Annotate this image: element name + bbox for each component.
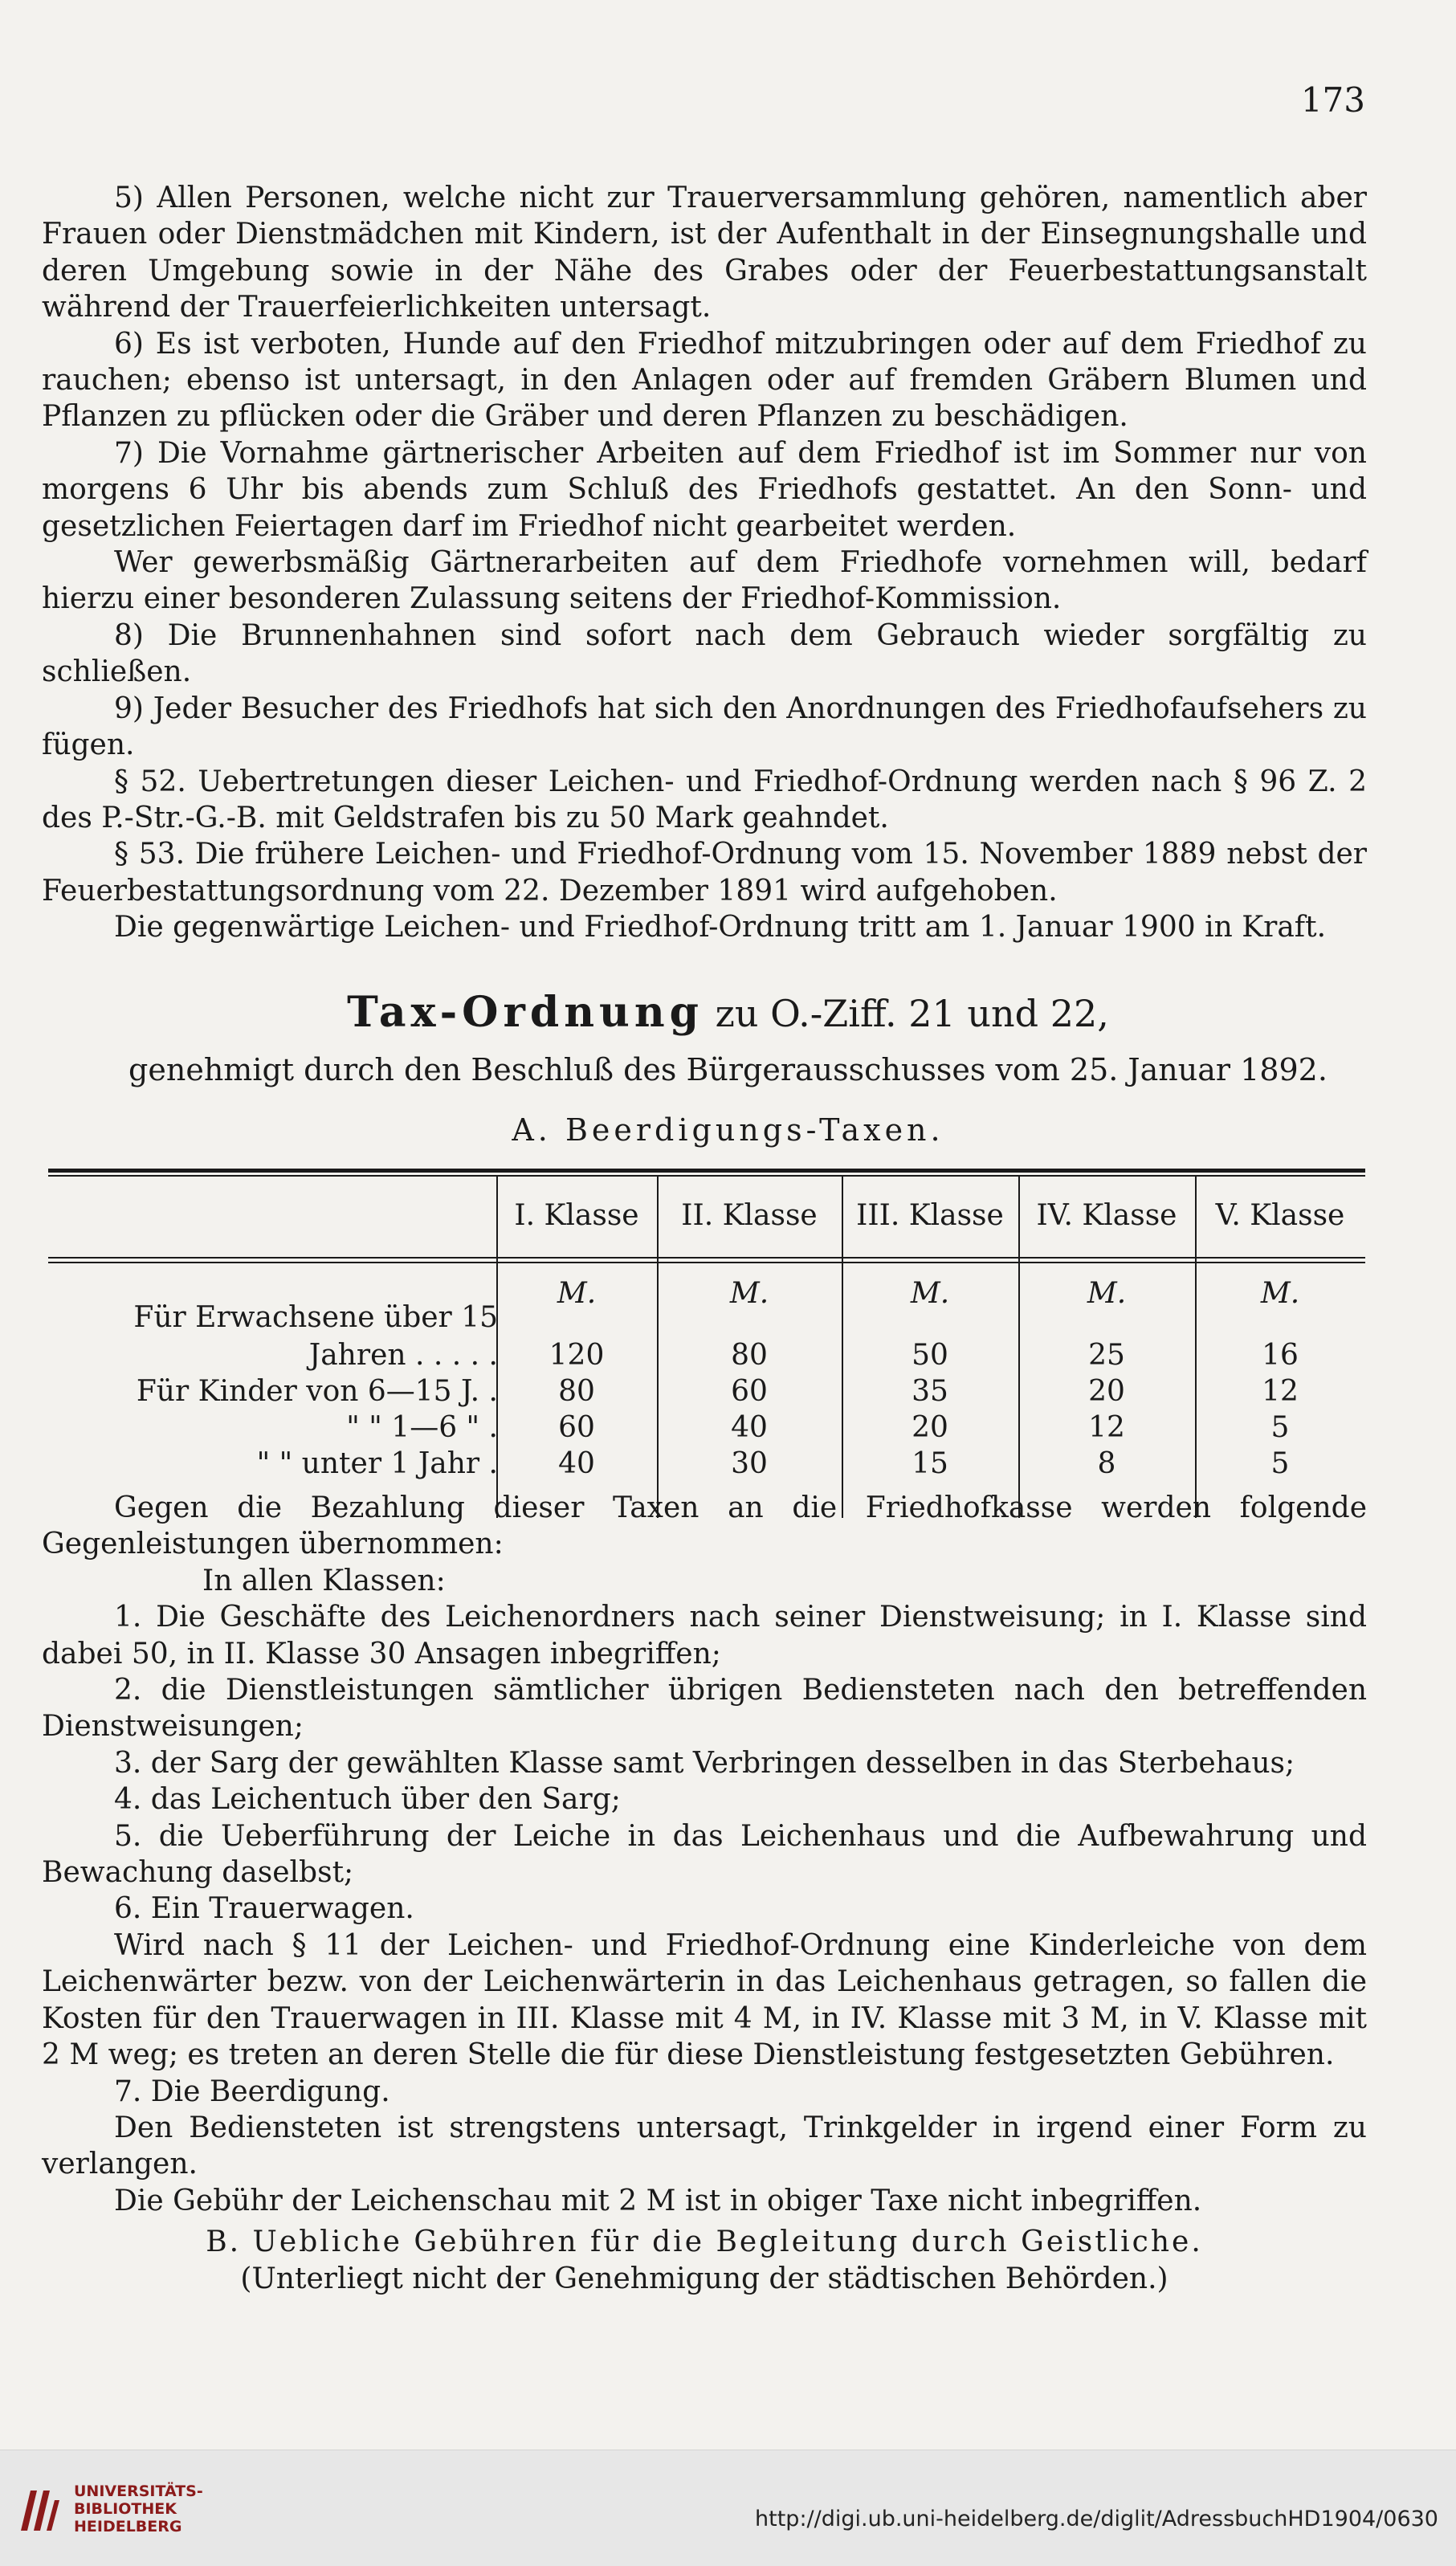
section-a-title: A. Beerdigungs-Taxen. bbox=[512, 1112, 944, 1148]
header-class-5: V. Klasse bbox=[1215, 1199, 1345, 1232]
row-label: Jahren . . . . . bbox=[308, 1339, 498, 1372]
unit-label: M. bbox=[910, 1277, 950, 1310]
paragraph: Wird nach § 11 der Leichen- und Friedhof-Ordnung eine Kinderleiche von dem Leichenwärter bezw. von der Leichenwärterin in das Leichenhaus getragen, so fallen die Kosten für den Trauerwagen in III. Klasse mit 4 M, in IV. Klasse mit 3 M, in V. Klasse mit 2 M weg; es treten an deren Stelle die für diese Dienstleistung festgesetzten Gebühren. bbox=[42, 1928, 1367, 2072]
viewer-footer bbox=[0, 2450, 1456, 2566]
list-item: 2. die Dienstleistungen sämtlicher übrigen Bediensteten nach den betreffenden Dienstweisungen; bbox=[42, 1674, 1367, 1744]
table-cell: 16 bbox=[1262, 1339, 1299, 1372]
table-cell: 40 bbox=[558, 1447, 595, 1480]
library-name-line: BIBLIOTHEK bbox=[74, 2500, 177, 2518]
section-b-note: (Unterliegt nicht der Genehmigung der städtischen Behörden.) bbox=[240, 2262, 1168, 2295]
table-cell: 8 bbox=[1097, 1447, 1116, 1480]
row-label: " " 1—6 " . bbox=[346, 1411, 498, 1444]
row-label: Für Kinder von 6—15 J. . bbox=[136, 1375, 498, 1408]
subheading: In allen Klassen: bbox=[202, 1564, 446, 1597]
paragraph: Die Gebühr der Leichenschau mit 2 M ist in obiger Taxe nicht inbegriffen. bbox=[114, 2184, 1202, 2217]
table-cell: 35 bbox=[912, 1375, 948, 1408]
paragraph: 5) Allen Personen, welche nicht zur Trauerversammlung gehören, namentlich aber Frauen oder Dienstmädchen mit Kindern, ist der Aufenthalt in der Einsegnungshalle und deren Umgebung sowie in der Nähe des Grabes oder der Feuerbestattungsanstalt während der Trauerfeierlichkeiten untersagt. bbox=[42, 182, 1367, 324]
unit-label: M. bbox=[1087, 1277, 1127, 1310]
table-cell: 5 bbox=[1270, 1411, 1290, 1444]
library-name-line: UNIVERSITÄTS- bbox=[74, 2482, 203, 2500]
paragraph: Den Bediensteten ist strengstens untersagt, Trinkgelder in irgend einer Form zu verlangen. bbox=[42, 2111, 1367, 2181]
table-cell: 40 bbox=[731, 1411, 768, 1444]
paragraph: § 52. Uebertretungen dieser Leichen- und Friedhof-Ordnung werden nach § 96 Z. 2 des P.-Str.-G.-B. mit Geldstrafen bis zu 50 Mark geahndet. bbox=[42, 765, 1367, 834]
table-cell: 50 bbox=[912, 1339, 948, 1372]
unit-label: M. bbox=[557, 1277, 597, 1310]
paragraph: 6) Es ist verboten, Hunde auf den Friedhof mitzubringen oder auf dem Friedhof zu rauchen; ebenso ist untersagt, in den Anlagen oder auf fremden Gräbern Blumen und Pflanzen zu pflücken oder die Gräber und deren Pflanzen zu beschädigen. bbox=[42, 327, 1367, 434]
table-cell: 80 bbox=[731, 1339, 768, 1372]
regulation-text bbox=[42, 180, 1367, 946]
table-cell: 30 bbox=[731, 1447, 768, 1480]
table-cell: 120 bbox=[549, 1339, 605, 1372]
unit-label: M. bbox=[729, 1277, 769, 1310]
paragraph: 7) Die Vornahme gärtnerischer Arbeiten auf dem Friedhof ist im Sommer nur von morgens 6 Uhr bis abends zum Schluß des Friedhofs gestattet. An den Sonn- und gesetzlichen Feiertagen darf im Friedhof nicht gearbeitet werden. bbox=[42, 436, 1367, 543]
table-cell: 5 bbox=[1270, 1447, 1290, 1480]
list-item: 5. die Ueberführung der Leiche in das Leichenhaus und die Aufbewahrung und Bewachung daselbst; bbox=[42, 1819, 1367, 1890]
header-class-3: III. Klasse bbox=[856, 1199, 1004, 1232]
list-item: 4. das Leichentuch über den Sarg; bbox=[114, 1783, 621, 1817]
header-class-4: IV. Klasse bbox=[1036, 1199, 1177, 1232]
table-cell: 15 bbox=[912, 1447, 948, 1480]
header-class-2: II. Klasse bbox=[681, 1199, 818, 1232]
header-class-1: I. Klasse bbox=[514, 1199, 639, 1232]
library-logo-icon bbox=[14, 2482, 63, 2539]
section-b-title: B. Uebliche Gebühren für die Begleitung durch Geistliche. bbox=[206, 2225, 1203, 2259]
list-item: 1. Die Geschäfte des Leichenordners nach seiner Dienstweisung; in I. Klasse sind dabei 50, in II. Klasse 30 Ansagen inbegriffen; bbox=[42, 1601, 1367, 1671]
table-cell: 60 bbox=[558, 1411, 595, 1444]
page-number: 173 bbox=[1300, 80, 1365, 120]
services-text bbox=[42, 1490, 1367, 2297]
library-name bbox=[74, 2482, 203, 2535]
table-cell: 60 bbox=[731, 1375, 768, 1408]
table-cell: 12 bbox=[1088, 1411, 1125, 1444]
tax-title-rest: zu O.-Ziff. 21 und 22, bbox=[715, 992, 1109, 1035]
paragraph: Gegen die Bezahlung dieser Taxen an die Friedhofkasse werden folgende Gegenleistungen übernommen: bbox=[42, 1491, 1367, 1561]
list-item: 6. Ein Trauerwagen. bbox=[114, 1892, 414, 1926]
table-top-rule-thin bbox=[48, 1175, 1365, 1177]
table-cell: 20 bbox=[912, 1411, 948, 1444]
table-top-rule bbox=[48, 1169, 1365, 1173]
tax-title-main: Tax-Ordnung bbox=[347, 988, 704, 1037]
row-label-part1: Für Erwachsene über 15 bbox=[133, 1301, 498, 1334]
tax-title bbox=[0, 988, 1456, 1037]
paragraph: 9) Jeder Besucher des Friedhofs hat sich den Anordnungen des Friedhofaufsehers zu fügen. bbox=[42, 691, 1367, 762]
list-item: 3. der Sarg der gewählten Klasse samt Verbringen desselben in das Sterbehaus; bbox=[114, 1746, 1295, 1780]
table-header-rule-2 bbox=[48, 1262, 1365, 1263]
table-cell: 25 bbox=[1088, 1339, 1125, 1372]
paragraph: Wer gewerbsmäßig Gärtnerarbeiten auf dem Friedhofe vornehmen will, bedarf hierzu einer besonderen Zulassung seitens der Friedhof-Kommission. bbox=[42, 546, 1367, 616]
library-name-line: HEIDELBERG bbox=[74, 2518, 182, 2535]
paragraph: Die gegenwärtige Leichen- und Friedhof-Ordnung tritt am 1. Januar 1900 in Kraft. bbox=[114, 911, 1327, 944]
list-item: 7. Die Beerdigung. bbox=[114, 2074, 390, 2108]
table-cell: 12 bbox=[1262, 1375, 1299, 1408]
row-label: " " unter 1 Jahr . bbox=[256, 1447, 498, 1480]
table-cell: 20 bbox=[1088, 1375, 1125, 1408]
unit-label: M. bbox=[1260, 1277, 1300, 1310]
approval-line: genehmigt durch den Beschluß des Bürgerausschusses vom 25. Januar 1892. bbox=[128, 1052, 1328, 1087]
paragraph: § 53. Die frühere Leichen- und Friedhof-Ordnung vom 15. November 1889 nebst der Feuerbestattungsordnung vom 22. Dezember 1891 wird aufgehoben. bbox=[42, 838, 1367, 908]
paragraph: 8) Die Brunnenhahnen sind sofort nach dem Gebrauch wieder sorgfältig zu schließen. bbox=[42, 618, 1367, 689]
table-header-rule bbox=[48, 1257, 1365, 1259]
source-url-link[interactable]: http://digi.ub.uni-heidelberg.de/diglit/AdressbuchHD1904/0630 bbox=[755, 2507, 1438, 2531]
table-cell: 80 bbox=[558, 1375, 595, 1408]
